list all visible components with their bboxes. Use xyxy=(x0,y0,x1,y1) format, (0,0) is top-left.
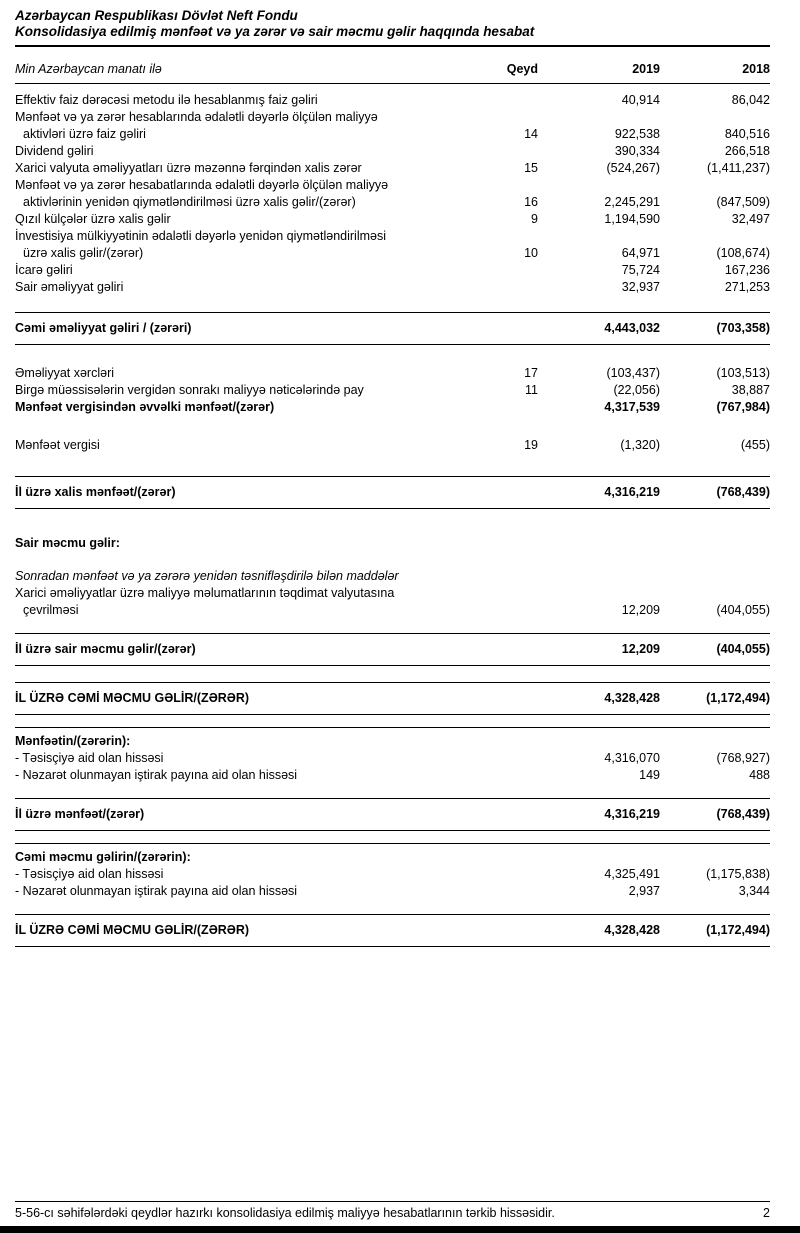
table-row xyxy=(15,365,770,382)
value-2019-cell: 4,328,428 xyxy=(604,691,660,705)
section-heading: Mənfəətin/(zərərin): xyxy=(15,734,131,748)
table-row xyxy=(15,262,770,279)
spacer xyxy=(15,666,770,682)
row-label: - Təsisçiyə aid olan hissəsi xyxy=(15,751,164,765)
value-2018-cell: (1,175,838) xyxy=(706,867,770,881)
value-2019-cell: 64,971 xyxy=(621,246,660,260)
value-2018-cell: (404,055) xyxy=(716,642,770,656)
page-number: 2 xyxy=(763,1206,770,1220)
value-2019-cell: 390,334 xyxy=(614,144,660,158)
value-2018-cell: (108,674) xyxy=(716,246,770,260)
row-label: Xarici valyuta əməliyyatları üzrə məzənnə fərqindən xalis zərər xyxy=(15,161,362,175)
value-2019-cell: 4,325,491 xyxy=(604,867,660,881)
value-2018-cell: 167,236 xyxy=(724,263,770,277)
value-2018-cell: (1,411,237) xyxy=(706,161,770,175)
header-divider xyxy=(15,83,770,84)
note-ref-cell: 15 xyxy=(524,161,538,175)
table-row xyxy=(15,484,770,501)
table-row xyxy=(15,750,770,767)
spacer xyxy=(15,345,770,365)
value-2018-cell: 32,497 xyxy=(731,212,770,226)
value-2018-cell: (404,055) xyxy=(716,603,770,617)
table-row xyxy=(15,767,770,784)
value-2018-cell: (767,984) xyxy=(716,400,770,414)
spacer xyxy=(15,477,770,484)
value-2018-cell: (768,439) xyxy=(716,485,770,499)
row-label: Xarici əməliyyatlar üzrə maliyyə məlumatlarının təqdimat valyutasına çevrilməsi xyxy=(15,586,395,617)
table-row xyxy=(15,143,770,160)
value-2019-cell: 1,194,590 xyxy=(604,212,660,226)
table-row xyxy=(15,866,770,883)
row-label: İL ÜZRƏ CƏMİ MƏCMU GƏLİR/(ZƏRƏR) xyxy=(15,691,250,705)
row-label: İnvestisiya mülkiyyətinin ədalətli dəyərlə yenidən qiymətləndirilməsi üzrə xalis gəlir/(zərər) xyxy=(15,229,387,260)
table-header xyxy=(15,61,770,78)
value-2018-cell: 271,253 xyxy=(724,280,770,294)
row-label: - Təsisçiyə aid olan hissəsi xyxy=(15,867,164,881)
spacer xyxy=(15,831,770,843)
value-2018-cell: (847,509) xyxy=(716,195,770,209)
section-heading: Sonradan mənfəət və ya zərərə yenidən təsnifləşdirilə bilən maddələr xyxy=(15,569,399,583)
value-2019-cell: (103,437) xyxy=(606,366,660,380)
row-label: Effektiv faiz dərəcəsi metodu ilə hesablanmış faiz gəliri xyxy=(15,93,318,107)
table-row xyxy=(15,320,770,337)
value-2019-cell: 2,937 xyxy=(628,884,660,898)
table-row xyxy=(15,585,770,619)
spacer xyxy=(15,707,770,714)
value-2018-cell: (768,927) xyxy=(716,751,770,765)
value-2018-cell: 38,887 xyxy=(731,383,770,397)
spacer xyxy=(15,416,770,437)
document-title: Azərbaycan Respublikası Dövlət Neft Fondu xyxy=(15,8,298,23)
value-2019-cell: 922,538 xyxy=(614,127,660,141)
section-heading: Sair məcmu gəlir: xyxy=(15,536,120,550)
row-label: İl üzrə sair məcmu gəlir/(zərər) xyxy=(15,642,196,656)
table-row xyxy=(15,109,770,143)
spacer xyxy=(15,552,770,568)
statement-rows xyxy=(15,92,770,947)
row-label: Sair əməliyyat gəliri xyxy=(15,280,124,294)
table-row xyxy=(15,922,770,939)
spacer xyxy=(15,784,770,798)
table-row xyxy=(15,883,770,900)
value-2019-cell: (22,056) xyxy=(613,383,660,397)
table-row xyxy=(15,806,770,823)
note-ref-cell: 14 xyxy=(524,127,538,141)
table-row xyxy=(15,211,770,228)
row-label: İl üzrə mənfəət/(zərər) xyxy=(15,807,145,821)
spacer xyxy=(15,313,770,320)
value-2019-cell: 2,245,291 xyxy=(604,195,660,209)
spacer xyxy=(15,337,770,344)
spacer xyxy=(15,658,770,665)
spacer xyxy=(15,501,770,508)
table-row xyxy=(15,641,770,658)
value-2019-cell: 32,937 xyxy=(621,280,660,294)
note-ref-cell: 11 xyxy=(525,383,538,397)
value-2018-cell: 3,344 xyxy=(738,884,770,898)
value-2018-cell: (768,439) xyxy=(716,807,770,821)
section-divider xyxy=(15,946,770,947)
table-row xyxy=(15,92,770,109)
document-subtitle: Konsolidasiya edilmiş mənfəət və ya zərər və sair məcmu gəlir haqqında hesabat xyxy=(15,24,535,39)
table-row xyxy=(15,690,770,707)
row-label: Qızıl külçələr üzrə xalis gəlir xyxy=(15,212,171,226)
value-2018-cell: 86,042 xyxy=(731,93,770,107)
column-header-2018: 2018 xyxy=(742,62,770,76)
value-2019-cell: 4,328,428 xyxy=(604,923,660,937)
note-ref-cell: 10 xyxy=(524,246,538,260)
row-label: Mənfəət vergisindən əvvəlki mənfəət/(zərər) xyxy=(15,400,275,414)
note-ref-cell: 17 xyxy=(524,366,538,380)
spacer xyxy=(15,454,770,476)
row-label: - Nəzarət olunmayan iştirak payına aid olan hissəsi xyxy=(15,884,298,898)
spacer xyxy=(15,900,770,914)
value-2019-cell: 12,209 xyxy=(621,642,660,656)
column-header-qeyd: Qeyd xyxy=(506,62,538,76)
spacer xyxy=(15,509,770,535)
table-row xyxy=(15,228,770,262)
value-2018-cell: 266,518 xyxy=(724,144,770,158)
value-2018-cell: (1,172,494) xyxy=(706,691,770,705)
value-2019-cell: 4,316,219 xyxy=(604,807,660,821)
note-ref-cell: 19 xyxy=(524,438,538,452)
row-label: Mənfəət və ya zərər hesablarında ədalətli dəyərlə ölçülən maliyyə aktivləri üzrə faiz gəliri xyxy=(15,110,378,141)
table-row xyxy=(15,399,770,416)
note-ref-cell: 9 xyxy=(531,212,538,226)
spacer xyxy=(15,799,770,806)
footer xyxy=(0,1201,800,1233)
table-row xyxy=(15,382,770,399)
row-label: Mənfəət vergisi xyxy=(15,438,100,452)
title-divider xyxy=(15,45,770,47)
footer-row xyxy=(0,1202,800,1226)
row-label: Cəmi əməliyyat gəliri / (zərəri) xyxy=(15,321,192,335)
value-2019-cell: 12,209 xyxy=(621,603,660,617)
value-2018-cell: 840,516 xyxy=(724,127,770,141)
value-2018-cell: (103,513) xyxy=(716,366,770,380)
footer-bar xyxy=(0,1226,800,1233)
footer-note: 5-56-cı səhifələrdəki qeydlər hazırkı konsolidasiya edilmiş maliyyə hesabatlarının tərkib hissəsidir. xyxy=(15,1206,555,1220)
row-label: İcarə gəliri xyxy=(15,263,73,277)
value-2019-cell: 40,914 xyxy=(621,93,660,107)
value-2018-cell: (703,358) xyxy=(716,321,770,335)
table-row xyxy=(15,279,770,296)
value-2019-cell: 149 xyxy=(639,768,660,782)
row-label: Əməliyyat xərcləri xyxy=(15,366,115,380)
spacer xyxy=(15,939,770,946)
row-label: - Nəzarət olunmayan iştirak payına aid olan hissəsi xyxy=(15,768,298,782)
spacer xyxy=(15,915,770,922)
note-ref-cell: 16 xyxy=(524,195,538,209)
value-2019-cell: 4,443,032 xyxy=(604,321,660,335)
value-2019-cell: 75,724 xyxy=(621,263,660,277)
value-2019-cell: 4,317,539 xyxy=(604,400,660,414)
value-2018-cell: (1,172,494) xyxy=(706,923,770,937)
value-2019-cell: 4,316,070 xyxy=(604,751,660,765)
value-2018-cell: 488 xyxy=(749,768,770,782)
value-2019-cell: (1,320) xyxy=(620,438,660,452)
table-row xyxy=(15,160,770,177)
column-header-2019: 2019 xyxy=(632,62,660,76)
table-row xyxy=(15,177,770,211)
row-label: İl üzrə xalis mənfəət/(zərər) xyxy=(15,485,176,499)
value-2019-cell: 4,316,219 xyxy=(604,485,660,499)
units-label: Min Azərbaycan manatı ilə xyxy=(15,62,162,76)
row-label: Dividend gəliri xyxy=(15,144,94,158)
spacer xyxy=(15,715,770,727)
row-label: Mənfəət və ya zərər hesabatlarında ədalətli dəyərlə ölçülən maliyyə aktivlərinin yenidən qiymətləndirilməsi üzrə xalis gəlir/(zərər) xyxy=(15,178,389,209)
value-2018-cell: (455) xyxy=(740,438,770,452)
spacer xyxy=(15,823,770,830)
value-2019-cell: (524,267) xyxy=(606,161,660,175)
row-label: İL ÜZRƏ CƏMİ MƏCMU GƏLİR/(ZƏRƏR) xyxy=(15,923,250,937)
spacer xyxy=(15,683,770,690)
row-label: Birgə müəssisələrin vergidən sonrakı maliyyə nəticələrində pay xyxy=(15,383,364,397)
spacer xyxy=(15,296,770,312)
section-heading: Cəmi məcmu gəlirin/(zərərin): xyxy=(15,850,191,864)
table-row xyxy=(15,437,770,454)
spacer xyxy=(15,634,770,641)
spacer xyxy=(15,619,770,633)
